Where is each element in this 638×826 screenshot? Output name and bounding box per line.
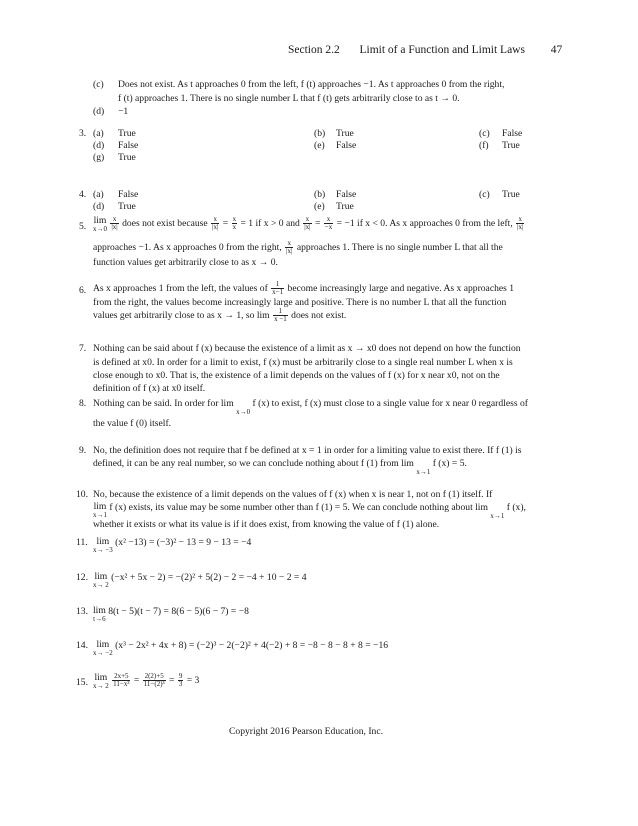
p3-a-label: (a) [93,128,104,139]
p7-line1: Nothing can be said about f (x) because the existence of a limit as x → x0 does not depend on how the function [93,343,521,354]
p8-line1: Nothing can be said. In order for lim $_{x\to 0}$ f (x) to exist, f (x) must close to a single value for x near 0 regardless of [93,398,528,416]
p6-line1: As x approaches 1 from the left, the values of $\frac{1}{x-1}$ become increasingly large and negative. As x approaches 1 [93,280,515,297]
p4-d-label: (d) [93,201,105,212]
p12-expr: lim x→ 2 (−x² + 5x − 2) = −(2)² + 5(2) − 2 = −4 + 10 − 2 = 4 [93,571,307,589]
p8-number: 8. [79,398,87,409]
p4-c-label: (c) [479,189,490,200]
p10-number: 10. [76,489,88,500]
copyright-footer: Copyright 2016 Pearson Education, Inc. [229,726,384,737]
p3-e-label: (e) [314,140,325,151]
p4-b-label: (b) [314,189,326,200]
p4-e-label: (e) [314,201,325,212]
p12-number: 12. [76,572,88,583]
p4-number: 4. [79,189,87,200]
p10-line3: whether it exists or what its value is if it does exist, from knowing the value of f (1) alone. [93,519,440,530]
p10-line2: lim x→1 f (x) exists, its value may be some number other than f (1) = 5. We can conclude nothing about lim $_{x\to 1}$ f (x), [93,501,526,520]
p15-number: 15. [76,677,88,688]
p2-c-label: (c) [93,79,104,90]
section-title: Limit of a Function and Limit Laws [359,44,525,56]
p8-line2: the value f (0) itself. [93,418,172,429]
p9-number: 9. [79,445,87,456]
limit-operator: lim x→0 [93,215,107,233]
p14-expr: lim x→ −2 (x³ − 2x² + 4x + 8) = (−2)³ − 2(−2)² + 4(−2) + 8 = −8 − 8 − 8 + 8 = −16 [93,639,389,657]
p3-a-value: True [118,128,136,139]
p3-d-value: False [118,140,139,151]
p5-line3: function values get arbitrarily close to as x → 0. [93,257,278,268]
p3-f-label: (f) [479,140,489,151]
p14-number: 14. [76,640,88,651]
p6-line3: values get arbitrarily close to as x → 1, so lim $\frac{1}{x -1}$ does not exist. [93,307,347,324]
p4-d-value: True [118,201,136,212]
p2-c-line1: Does not exist. As t approaches 0 from the left, f (t) approaches −1. As t approaches 0 from the right, [118,79,505,90]
page-header [288,44,562,57]
p2-d-text: −1 [118,106,129,117]
p3-g-value: True [118,152,136,163]
p7-line3: close enough to x0. That is, the existence of a limit depends on the values of f (x) for x near x0, not on the [93,370,500,381]
p4-a-value: False [118,189,139,200]
p5-line2: approaches −1. As x approaches 0 from the right, $\frac{x}{|x|}$ approaches 1. There is no single number L that all the [93,239,503,256]
p3-c-value: False [502,128,523,139]
p3-b-value: True [336,128,354,139]
p9-line1: No, the definition does not require that f be defined at x = 1 in order for a limiting value to exist there. If f (1) is [93,445,522,456]
p2-d-label: (d) [93,106,105,117]
p3-b-label: (b) [314,128,326,139]
page-number: 47 [550,44,563,56]
p6-number: 6. [79,285,87,296]
p3-e-value: False [336,140,357,151]
p5-line1: lim x→0 $\frac{x}{|x|}$ does not exist because $\frac{x}{|x|}$ = $\frac{x}{x}$ = 1 if x > 0 and $\frac{x}{|x|}$ = $\frac{x}{-x}$ = −1 if x < 0. As x approaches 0 from the left, $\frac{x}{|x|}$ [93,215,524,233]
p7-line2: is defined at x0. In order for a limit to exist, f (x) must be arbitrarily close to a single real number L when x is [93,357,513,368]
p13-number: 13. [76,606,88,617]
p4-e-value: True [336,201,354,212]
p10-line1: No, because the existence of a limit depends on the values of f (x) when x is near 1, not on f (1) itself. If [93,489,493,500]
p3-d-label: (d) [93,140,105,151]
p3-f-value: True [502,140,520,151]
p4-a-label: (a) [93,189,104,200]
p11-number: 11. [76,537,88,548]
p2-c-line2: f (t) approaches 1. There is no single number L that f (t) gets arbitrarily close to as t → 0. [118,93,460,104]
p13-expr: lim t→6 8(t − 5)(t − 7) = 8(6 − 5)(6 − 7) = −8 [93,605,249,623]
p7-number: 7. [79,343,87,354]
p3-number: 3. [79,128,87,139]
p3-g-label: (g) [93,152,105,163]
p9-line2: defined, it can be any real number, so we can conclude nothing about f (1) from lim $_{x\to 1}$ f (x) = 5. [93,458,467,476]
p4-c-value: True [502,189,520,200]
p15-expr: lim x→ 2 $\frac{2x+5}{\text{11−x³}}$ = $\frac{2(2)+5}{\text{11−(2)³}}$ = $\frac{9}{3}$ = 3 [93,672,200,690]
p3-c-label: (c) [479,128,490,139]
p6-line2: from the right, the values become increasingly large and positive. There is no number L that all the function [93,297,507,308]
p5-number: 5. [79,221,87,232]
p7-line4: definition of f (x) at x0 itself. [93,383,206,394]
p4-b-value: False [336,189,357,200]
section-number: Section 2.2 [288,44,340,56]
fraction: $\frac{x}{|x|}$ [111,215,118,232]
p11-expr: lim x→ −3 (x² −13) = (−3)² − 13 = 9 − 13 = −4 [93,536,252,554]
